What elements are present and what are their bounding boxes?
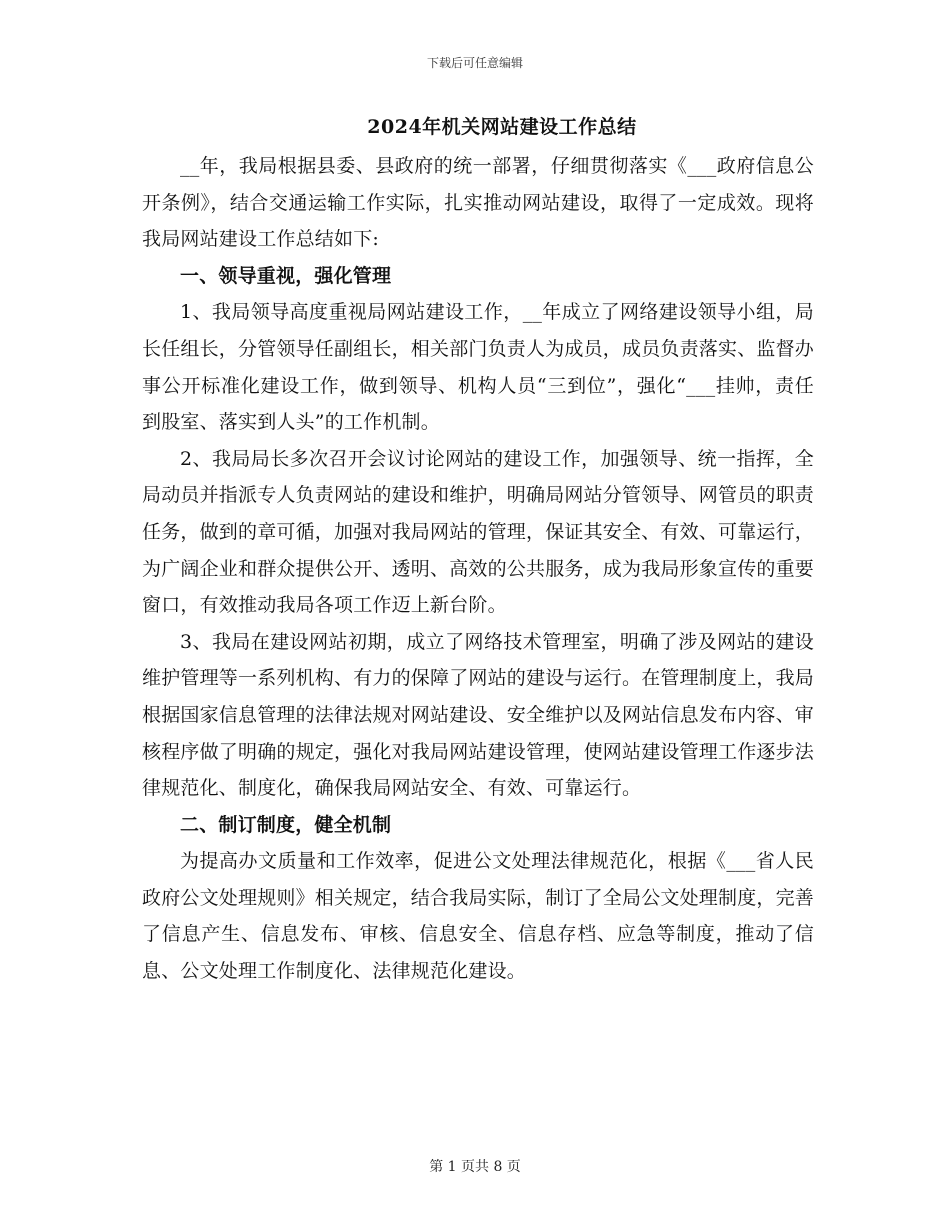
- section-1-paragraph-3: 3、我局在建设网站初期，成立了网络技术管理室，明确了涉及网站的建设维护管理等一系列机构、有力的保障了网站的建设与运行。在管理制度上，我局根据国家信息管理的法律法规对网站建设、安全维护以及网站信息发布内容、审核程序做了明确的规定，强化对我局网站建设管理，使网站建设管理工作逐步法律规范化、制度化，确保我局网站安全、有效、可靠运行。: [142, 630, 815, 800]
- header-note: 下载后可任意编辑: [426, 56, 523, 70]
- section-2-paragraph-1: 为提高办文质量和工作效率，促进公文处理法律规范化，根据《___省人民政府公文处理规则》相关规定，结合我局实际，制订了全局公文处理制度，完善了信息产生、信息发布、审核、信息安全、信息存档、应急等制度，推动了信息、公文处理工作制度化、法律规范化建设。: [142, 850, 815, 983]
- page-footer: 第 1 页共 8 页: [429, 1159, 521, 1175]
- section-1-heading: 一、领导重视，强化管理: [180, 264, 392, 287]
- section-1-paragraph-1: 1、我局领导高度重视局网站建设工作，__年成立了网络建设领导小组，局长任组长，分管领导任副组长，相关部门负责人为成员，成员负责落实、监督办事公开标准化建设工作，做到领导、机构人员“三到位”，强化“___挂帅，责任到股室、落实到人头”的工作机制。: [142, 301, 815, 434]
- document-title: 2024年机关网站建设工作总结: [367, 116, 637, 138]
- section-2-heading: 二、制订制度，健全机制: [180, 813, 392, 836]
- document-body: [142, 112, 814, 990]
- intro-paragraph: __年，我局根据县委、县政府的统一部署，仔细贯彻落实《___政府信息公开条例》，结合交通运输工作实际，扎实推动网站建设，取得了一定成效。现将我局网站建设工作总结如下:: [142, 155, 814, 251]
- section-1-paragraph-2: 2、我局局长多次召开会议讨论网站的建设工作，加强领导、统一指挥，全局动员并指派专人负责网站的建设和维护，明确局网站分管领导、网管员的职责任务，做到的章可循，加强对我局网站的管理，保证其安全、有效、可靠运行，为广阔企业和群众提供公开、透明、高效的公共服务，成为我局形象宣传的重要窗口，有效推动我局各项工作迈上新台阶。: [142, 447, 815, 617]
